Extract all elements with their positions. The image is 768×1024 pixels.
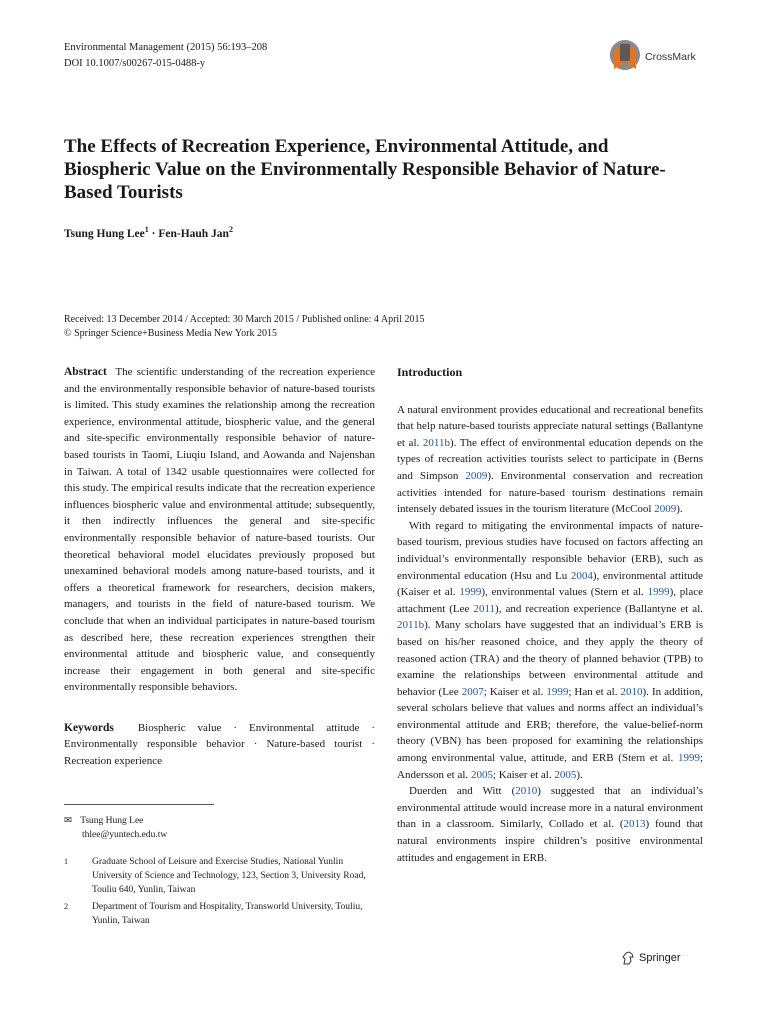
paragraph: Duerden and Witt (2010) suggested that an individual’s environmental attitude would increase more in a natural environment than in a classroom. Similarly, Collado et al. (2013) found that natural environments inspire children’s positive environmental attitudes and engagement in ERB.: [397, 785, 703, 864]
publisher-footer: [621, 951, 681, 965]
citation-link[interactable]: 2011: [473, 602, 496, 615]
author-email[interactable]: thlee@yuntech.edu.tw: [82, 830, 168, 840]
citation-link[interactable]: 2013: [623, 818, 646, 831]
corresponding-author: Tsung Hung Lee: [80, 816, 144, 826]
crossmark-badge[interactable]: [608, 38, 696, 76]
citation-link[interactable]: 2011b: [397, 619, 425, 632]
copyright-line: © Springer Science+Business Media New York 2015: [64, 328, 277, 339]
citation-link[interactable]: 1999: [546, 685, 569, 698]
footnote-divider: [64, 804, 214, 805]
citation-link[interactable]: 1999: [459, 586, 482, 599]
springer-horse-icon: [621, 951, 635, 965]
affiliation-text: Graduate School of Leisure and Exercise Studies, National Yunlin University of Science and Technology, 123, Section 3, University Road, Touliu 640, Yunlin, Taiwan: [92, 857, 366, 895]
affiliation-number: 2: [64, 902, 68, 911]
crossmark-label: CrossMark: [645, 51, 696, 63]
citation-link[interactable]: 2004: [570, 569, 593, 582]
journal-citation: Environmental Management (2015) 56:193–208: [64, 42, 268, 53]
paragraph: A natural environment provides educational and recreational benefits that help nature-based tourists appreciate natural settings (Ballantyne et al. 2011b). The effect of environmental education depends on the types of recreation activities tourists select to participate in (Berns and Simpson 2009). Environmental conservation and recreation activities intended for nature-based tourism destinations remain intensely debated issues in the tourism literature (McCool 2009).: [397, 403, 703, 516]
citation-link[interactable]: 2005: [554, 768, 577, 781]
citation-link[interactable]: 2011b: [422, 436, 450, 449]
affiliation: [64, 855, 382, 897]
affiliation-marker: 2: [228, 225, 233, 234]
citation-link[interactable]: 2005: [470, 768, 493, 781]
affiliation: [64, 900, 382, 928]
author-separator: ·: [148, 227, 159, 240]
keywords: [64, 720, 375, 770]
correspondence: [64, 814, 167, 842]
affiliation-number: 1: [64, 857, 68, 866]
publisher-name: Springer: [639, 952, 681, 964]
keywords-text: Biospheric value · Environmental attitude · Environmentally responsible behavior · Nature-based tourist · Recreation experience: [64, 721, 375, 768]
citation-link[interactable]: 1999: [647, 586, 670, 599]
citation-link[interactable]: 2010: [620, 685, 643, 698]
abstract-text: The scientific understanding of the recreation experience and the environmentally responsible behavior of nature-based tourists is limited. This study examines the relationship among the recreation experience, environmental attitude, biospheric value, and the general and site-specific environmentally responsible behavior of nature-based tourists in Taomi, Liuqiu Island, and Aowanda and Najenshan in Taiwan. A total of 1342 usable questionnaires were collected for this study. The empirical results indicate that the recreation experience influences biospheric value and environmental attitude; subsequently, it then indirectly influences the general and site-specific environmentally responsible behavior of nature-based tourists. Our theoretical behavioral model elucidates previously proposed but unexamined behavioral models among nature-based tourists, and it offers a theoretical framework for researchers, decision makers, managers, and tourists in the field of nature-based tourism. We conclude that when an individual participates in nature-based tourism as described here, these recreation experiences strengthen their environmental attitude and biospheric value, and consequently increase their engagement in both general and site-specific environmentally responsible behaviors.: [64, 366, 375, 694]
citation-link[interactable]: 1999: [677, 752, 700, 765]
left-column: [64, 364, 375, 770]
mail-icon: ✉: [64, 816, 72, 826]
author-name[interactable]: Fen-Hauh Jan: [158, 227, 229, 240]
abstract: [64, 364, 375, 696]
right-column: [397, 364, 703, 866]
keywords-label: Keywords: [64, 721, 114, 734]
paragraph: With regard to mitigating the environmental impacts of nature-based tourism, previous studies have focused on factors affecting an individual’s environmentally responsible behavior (ERB), such as environmental education (Hsu and Lu 2004), environmental attitude (Kaiser et al. 1999), environmental values (Stern et al. 1999), place attachment (Lee 2011), and recreation experience (Ballantyne et al. 2011b). Many scholars have suggested that an individual’s ERB is based on his/her reasoned choice, and they apply the theory of reasoned action (TRA) and the theory of planned behavior (TPB) to examine the relationships between environmental attitude and behavior (Lee 2007; Kaiser et al. 1999; Han et al. 2010). In addition, several scholars believe that values and norms affect an individual’s environmental attitude and ERB; therefore, the value-belief-norm theory (VBN) has been proposed for examining the relationships among environmental value, attitude, and ERB (Stern et al. 1999; Andersson et al. 2005; Kaiser et al. 2005).: [397, 519, 704, 781]
doi[interactable]: DOI 10.1007/s00267-015-0488-y: [64, 58, 206, 69]
crossmark-icon: [608, 38, 642, 76]
author-name[interactable]: Tsung Hung Lee: [64, 227, 145, 240]
citation-link[interactable]: 2007: [461, 685, 484, 698]
article-title: The Effects of Recreation Experience, Environmental Attitude, and Biospheric Value on the Environmentally Responsible Behavior of Nature-Based Tourists: [64, 136, 666, 203]
affiliation-text: Department of Tourism and Hospitality, Transworld University, Touliu, Yunlin, Taiwan: [92, 902, 363, 926]
author-list: [64, 225, 233, 240]
citation-link[interactable]: 2010: [515, 785, 538, 798]
dates-line: Received: 13 December 2014 / Accepted: 30 March 2015 / Published online: 4 April 2015: [64, 314, 425, 325]
citation-link[interactable]: 2009: [465, 469, 488, 482]
publication-history: [64, 313, 424, 341]
affiliation-marker: 1: [144, 225, 149, 234]
journal-meta: [64, 40, 267, 72]
section-heading: Introduction: [397, 365, 463, 379]
citation-link[interactable]: 2009: [654, 503, 677, 516]
abstract-label: Abstract: [64, 366, 107, 378]
